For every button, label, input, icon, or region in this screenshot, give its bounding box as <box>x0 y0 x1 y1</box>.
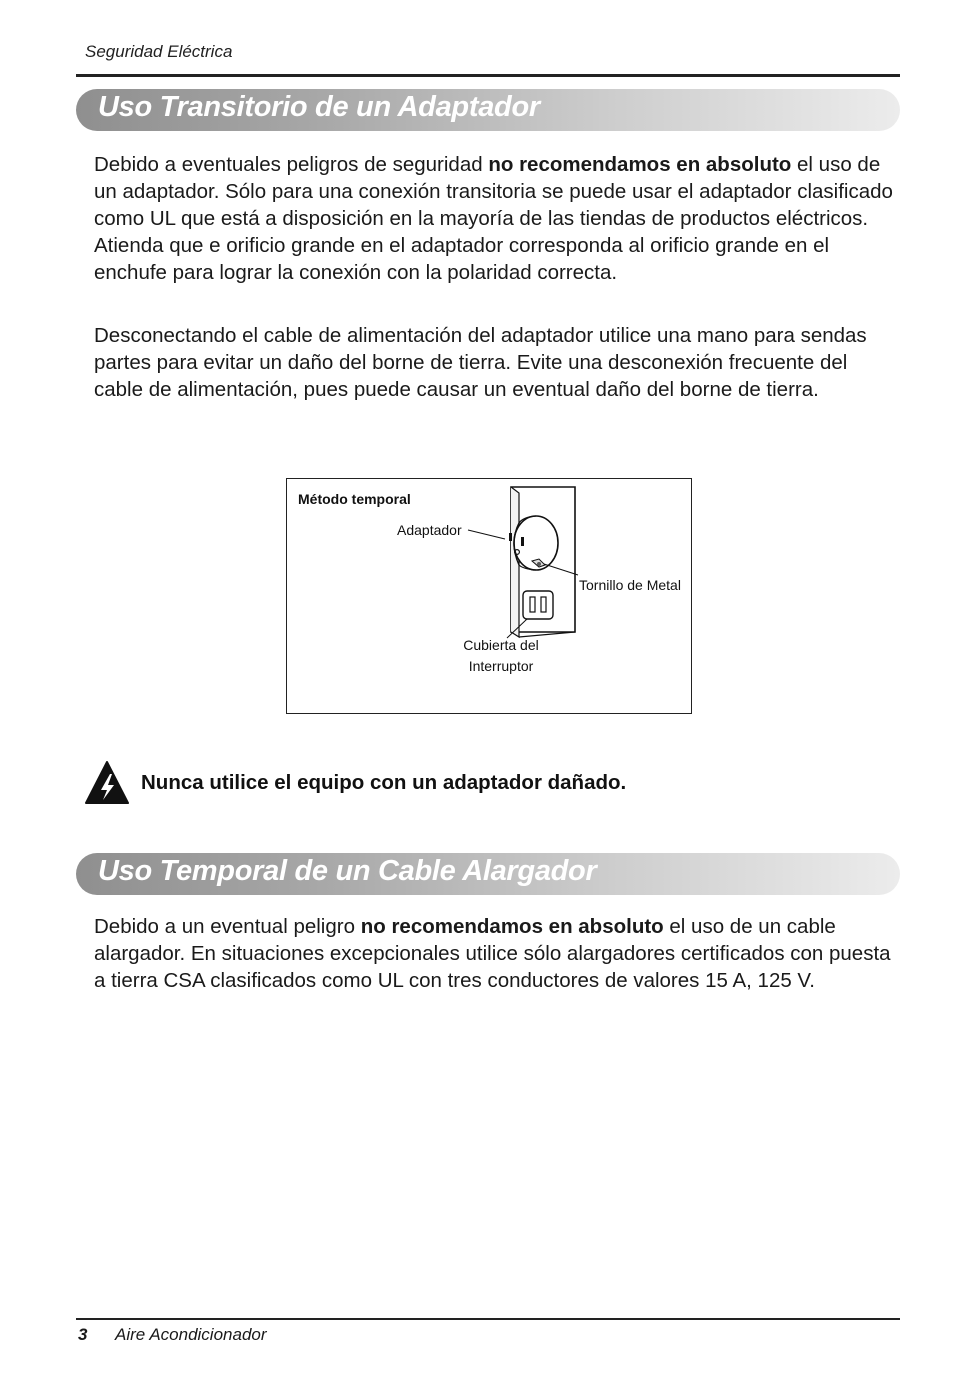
label-adapter: Adaptador <box>397 522 462 538</box>
section-heading-adapter <box>76 89 900 131</box>
outlet-adapter-illustration <box>287 479 693 715</box>
paragraph-adapter-2: Desconectando el cable de alimentación del adaptador utilice una mano para sendas partes para evitar un daño del borne de tierra. Evite una desconexión frecuente del cable de alimentación, pues puede causar un eventual daño del borne de tierra. <box>94 324 867 401</box>
adapter-figure <box>286 478 692 714</box>
footer-product-title: Aire Acondicionador <box>115 1325 267 1344</box>
section-heading-extension-cord <box>76 853 900 895</box>
warning-text: Nunca utilice el equipo con un adaptador dañado. <box>141 771 627 794</box>
lightning-warning-icon <box>84 760 130 806</box>
bold-emphasis: no recomendamos en absoluto <box>488 153 792 176</box>
page-number: 3 <box>78 1325 88 1344</box>
text-run: Debido a eventuales peligros de seguridad <box>94 153 489 176</box>
bottom-divider <box>76 1318 900 1320</box>
label-metal-screw: Tornillo de Metal <box>579 577 681 593</box>
text-run: el uso de un adaptador. Sólo para una conexión transitoria se puede usar el adaptador clasificado como UL que está a disposición en la mayoría de las tiendas de productos eléctricos. Atienda que e orificio grande en el adaptador corresponda al orificio grande en el enchufe para lograr la conexión con la polaridad correcta. <box>94 153 893 284</box>
paragraph-adapter-1 <box>94 151 894 286</box>
label-switch-cover-line2: Interruptor <box>468 658 534 674</box>
label-switch-cover-line1: Cubierta del <box>463 637 539 653</box>
bold-emphasis: no recomendamos en absoluto <box>360 915 664 938</box>
warning-notice <box>84 760 864 806</box>
section-title: Uso Transitorio de un Adaptador <box>98 91 540 123</box>
section-title: Uso Temporal de un Cable Alargador <box>98 855 597 887</box>
top-divider <box>76 74 900 77</box>
figure-title: Método temporal <box>298 491 411 507</box>
paragraph-extension-cord <box>94 913 894 994</box>
text-run: el uso de un cable alargador. En situaciones excepcionales utilice sólo alargadores certificados con puesta a tierra CSA clasificados como UL con tres conductores de valores 15 A, 125 V. <box>94 915 891 992</box>
text-run: Debido a un eventual peligro <box>94 915 361 938</box>
running-header: Seguridad Eléctrica <box>85 42 233 61</box>
